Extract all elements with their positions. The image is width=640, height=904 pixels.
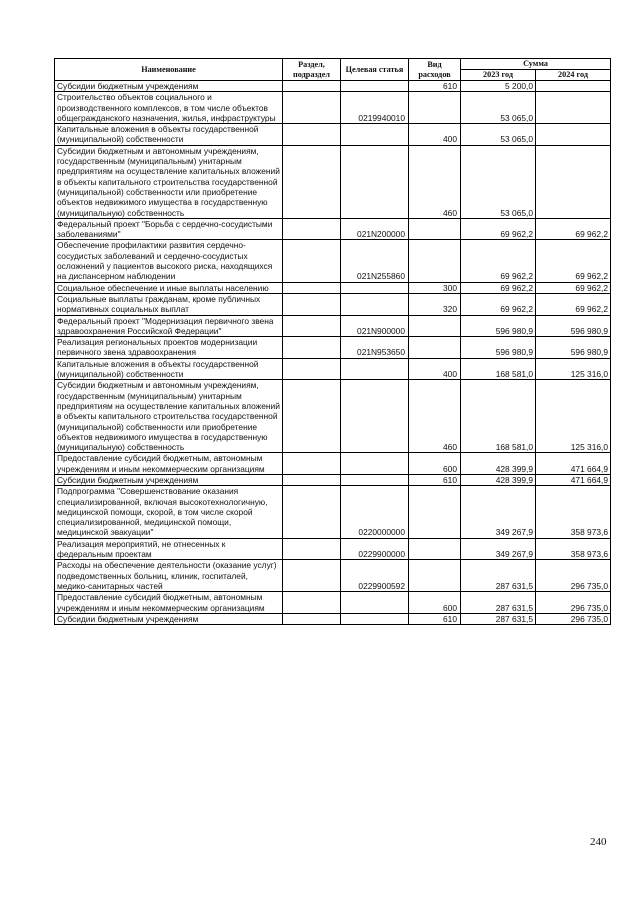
row-type bbox=[409, 218, 461, 240]
header-sum: Сумма bbox=[461, 59, 611, 70]
row-type: 320 bbox=[409, 293, 461, 315]
row-type: 300 bbox=[409, 282, 461, 293]
row-sum-2023: 287 631,5 bbox=[461, 613, 536, 624]
row-section bbox=[283, 358, 341, 380]
row-sum-2023: 69 962,2 bbox=[461, 240, 536, 282]
row-sum-2023: 596 980,9 bbox=[461, 315, 536, 337]
row-type: 610 bbox=[409, 81, 461, 92]
row-sum-2024: 296 735,0 bbox=[536, 613, 611, 624]
row-sum-2023: 168 581,0 bbox=[461, 380, 536, 453]
row-type bbox=[409, 92, 461, 124]
row-section bbox=[283, 240, 341, 282]
row-target bbox=[341, 453, 409, 475]
table-row bbox=[55, 486, 611, 538]
header-type: Вид расходов bbox=[409, 59, 461, 81]
row-type: 400 bbox=[409, 124, 461, 146]
header-2024: 2024 год bbox=[536, 70, 611, 81]
table-row bbox=[55, 380, 611, 453]
row-type bbox=[409, 337, 461, 359]
row-name: Социальное обеспечение и иные выплаты населению bbox=[55, 282, 283, 293]
row-target: 0229900592 bbox=[341, 560, 409, 592]
row-type bbox=[409, 538, 461, 560]
row-sum-2024: 358 973,6 bbox=[536, 486, 611, 538]
row-sum-2024 bbox=[536, 92, 611, 124]
row-type bbox=[409, 240, 461, 282]
header-2023: 2023 год bbox=[461, 70, 536, 81]
table-row bbox=[55, 474, 611, 485]
row-sum-2024: 358 973,6 bbox=[536, 538, 611, 560]
row-section bbox=[283, 560, 341, 592]
row-sum-2023: 428 399,9 bbox=[461, 474, 536, 485]
row-sum-2023: 53 065,0 bbox=[461, 124, 536, 146]
budget-table-sheet bbox=[54, 58, 610, 625]
row-name: Предоставление субсидий бюджетным, автономным учреждениям и иным некоммерческим организациям bbox=[55, 453, 283, 475]
row-target bbox=[341, 474, 409, 485]
row-section bbox=[283, 486, 341, 538]
row-section bbox=[283, 145, 341, 218]
row-target bbox=[341, 124, 409, 146]
row-sum-2024: 596 980,9 bbox=[536, 315, 611, 337]
row-sum-2023: 53 065,0 bbox=[461, 145, 536, 218]
row-sum-2024: 471 664,9 bbox=[536, 453, 611, 475]
table-row bbox=[55, 358, 611, 380]
row-sum-2023: 53 065,0 bbox=[461, 92, 536, 124]
row-section bbox=[283, 81, 341, 92]
row-sum-2024: 69 962,2 bbox=[536, 282, 611, 293]
row-sum-2023: 287 631,5 bbox=[461, 592, 536, 614]
row-name: Реализация региональных проектов модернизации первичного звена здравоохранения bbox=[55, 337, 283, 359]
row-section bbox=[283, 92, 341, 124]
row-target: 0219940010 bbox=[341, 92, 409, 124]
row-target bbox=[341, 613, 409, 624]
row-target bbox=[341, 380, 409, 453]
row-section bbox=[283, 218, 341, 240]
row-name: Федеральный проект "Борьба с сердечно-сосудистыми заболеваниями" bbox=[55, 218, 283, 240]
table-row bbox=[55, 124, 611, 146]
row-type: 600 bbox=[409, 592, 461, 614]
row-target bbox=[341, 282, 409, 293]
row-target bbox=[341, 358, 409, 380]
row-type: 400 bbox=[409, 358, 461, 380]
row-target bbox=[341, 592, 409, 614]
row-sum-2024: 125 316,0 bbox=[536, 358, 611, 380]
row-sum-2024: 69 962,2 bbox=[536, 218, 611, 240]
row-section bbox=[283, 380, 341, 453]
row-type: 610 bbox=[409, 474, 461, 485]
table-row bbox=[55, 240, 611, 282]
table-row bbox=[55, 218, 611, 240]
table-row bbox=[55, 293, 611, 315]
row-sum-2023: 69 962,2 bbox=[461, 218, 536, 240]
header-section: Раздел, подраздел bbox=[283, 59, 341, 81]
row-type bbox=[409, 486, 461, 538]
row-target: 021N200000 bbox=[341, 218, 409, 240]
row-sum-2024: 471 664,9 bbox=[536, 474, 611, 485]
row-name: Предоставление субсидий бюджетным, автономным учреждениям и иным некоммерческим организациям bbox=[55, 592, 283, 614]
row-target: 021N255860 bbox=[341, 240, 409, 282]
row-name: Реализация мероприятий, не отнесенных к федеральным проектам bbox=[55, 538, 283, 560]
table-row bbox=[55, 613, 611, 624]
table-row bbox=[55, 282, 611, 293]
row-sum-2024: 296 735,0 bbox=[536, 592, 611, 614]
row-sum-2024: 296 735,0 bbox=[536, 560, 611, 592]
row-type: 460 bbox=[409, 145, 461, 218]
row-sum-2024 bbox=[536, 81, 611, 92]
table-row bbox=[55, 592, 611, 614]
row-type bbox=[409, 560, 461, 592]
row-sum-2023: 349 267,9 bbox=[461, 486, 536, 538]
row-sum-2024 bbox=[536, 124, 611, 146]
row-sum-2023: 69 962,2 bbox=[461, 293, 536, 315]
row-name: Социальные выплаты гражданам, кроме публичных нормативных социальных выплат bbox=[55, 293, 283, 315]
header-name: Наименование bbox=[55, 59, 283, 81]
row-section bbox=[283, 474, 341, 485]
row-type: 600 bbox=[409, 453, 461, 475]
row-sum-2024: 69 962,2 bbox=[536, 293, 611, 315]
row-type bbox=[409, 315, 461, 337]
table-row bbox=[55, 538, 611, 560]
row-target bbox=[341, 293, 409, 315]
row-name: Расходы на обеспечение деятельности (оказание услуг) подведомственных больниц, клиник, госпиталей, медико-санитарных частей bbox=[55, 560, 283, 592]
row-target: 021N900000 bbox=[341, 315, 409, 337]
row-name: Субсидии бюджетным учреждениям bbox=[55, 81, 283, 92]
row-sum-2023: 5 200,0 bbox=[461, 81, 536, 92]
row-type: 460 bbox=[409, 380, 461, 453]
row-sum-2023: 69 962,2 bbox=[461, 282, 536, 293]
row-section bbox=[283, 453, 341, 475]
row-name: Субсидии бюджетным и автономным учреждениям, государственным (муниципальным) унитарным предприятиям на осуществление капитальных вложений в объекты капитального строительства государственной (муниципальной) собственности или приобретение объектов недвижимого имущества в государственную (муниципальную) собственность bbox=[55, 145, 283, 218]
row-sum-2023: 428 399,9 bbox=[461, 453, 536, 475]
table-body bbox=[55, 81, 611, 625]
row-name: Капитальные вложения в объекты государственной (муниципальной) собственности bbox=[55, 358, 283, 380]
table-row bbox=[55, 81, 611, 92]
row-name: Подпрограмма "Совершенствование оказания специализированной, включая высокотехнологичную, медицинской помощи, скорой, в том числе скорой специализированной, медицинской помощи, медицинской эвакуации" bbox=[55, 486, 283, 538]
row-name: Субсидии бюджетным учреждениям bbox=[55, 474, 283, 485]
table-row bbox=[55, 92, 611, 124]
row-target bbox=[341, 145, 409, 218]
row-sum-2024 bbox=[536, 145, 611, 218]
header-target: Целевая статья bbox=[341, 59, 409, 81]
row-type: 610 bbox=[409, 613, 461, 624]
table-header bbox=[55, 59, 611, 81]
row-name: Субсидии бюджетным и автономным учреждениям, государственным (муниципальным) унитарным предприятиям на осуществление капитальных вложений в объекты капитального строительства государственной (муниципальной) собственности или приобретение объектов недвижимого имущества в государственную (муниципальную) собственность bbox=[55, 380, 283, 453]
row-target: 0220000000 bbox=[341, 486, 409, 538]
row-section bbox=[283, 124, 341, 146]
row-section bbox=[283, 282, 341, 293]
row-section bbox=[283, 592, 341, 614]
budget-table bbox=[54, 58, 611, 625]
row-target: 0229900000 bbox=[341, 538, 409, 560]
table-row bbox=[55, 337, 611, 359]
row-sum-2023: 168 581,0 bbox=[461, 358, 536, 380]
row-section bbox=[283, 613, 341, 624]
row-name: Строительство объектов социального и производственного комплексов, в том числе объектов общегражданского назначения, жилья, инфраструктуры bbox=[55, 92, 283, 124]
table-row bbox=[55, 315, 611, 337]
row-name: Субсидии бюджетным учреждениям bbox=[55, 613, 283, 624]
row-sum-2024: 596 980,9 bbox=[536, 337, 611, 359]
row-name: Обеспечение профилактики развития сердечно-сосудистых заболеваний и сердечно-сосудистых осложнений у пациентов высокого риска, находящихся на диспансерном наблюдении bbox=[55, 240, 283, 282]
row-sum-2024: 69 962,2 bbox=[536, 240, 611, 282]
row-sum-2023: 287 631,5 bbox=[461, 560, 536, 592]
row-section bbox=[283, 315, 341, 337]
row-section bbox=[283, 293, 341, 315]
row-sum-2024: 125 316,0 bbox=[536, 380, 611, 453]
table-row bbox=[55, 453, 611, 475]
table-row bbox=[55, 560, 611, 592]
row-name: Капитальные вложения в объекты государственной (муниципальной) собственности bbox=[55, 124, 283, 146]
row-sum-2023: 349 267,9 bbox=[461, 538, 536, 560]
row-target bbox=[341, 81, 409, 92]
row-sum-2023: 596 980,9 bbox=[461, 337, 536, 359]
row-target: 021N953650 bbox=[341, 337, 409, 359]
row-section bbox=[283, 538, 341, 560]
row-name: Федеральный проект "Модернизация первичного звена здравоохранения Российской Федерации" bbox=[55, 315, 283, 337]
page-number: 240 bbox=[590, 836, 607, 848]
table-row bbox=[55, 145, 611, 218]
row-section bbox=[283, 337, 341, 359]
